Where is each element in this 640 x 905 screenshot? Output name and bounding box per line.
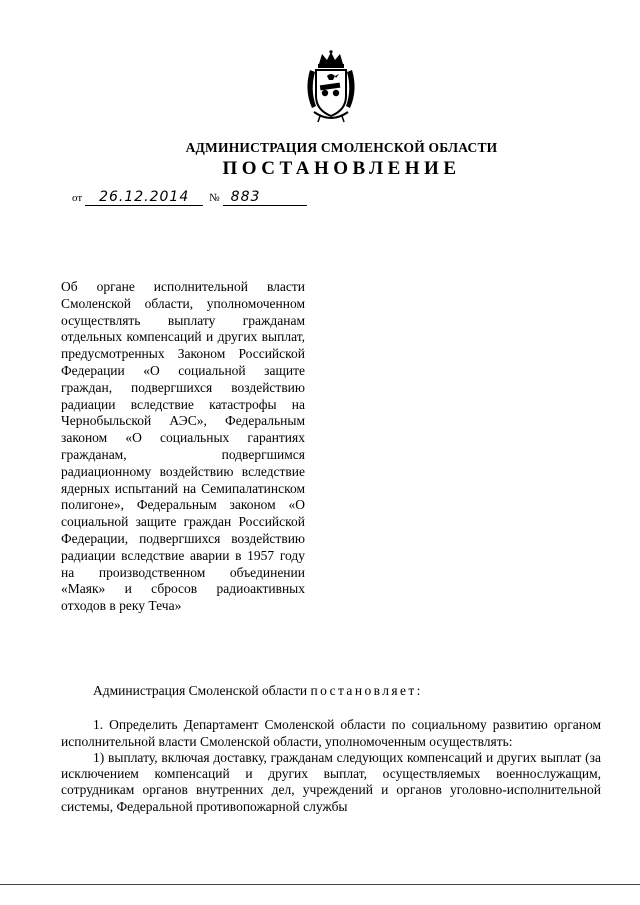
- preamble-text: Администрация Смоленской области: [93, 683, 311, 698]
- paragraph-1: 1. Определить Департамент Смоленской области по социальному развитию органом исполнительной власти Смоленской области, уполномоченным осуществлять:: [61, 717, 601, 749]
- number-field: [223, 189, 307, 206]
- smolensk-coat-of-arms-icon: [300, 50, 362, 124]
- preamble-decision-word: постановляет:: [310, 683, 423, 698]
- date-prefix: от: [72, 192, 83, 204]
- agency-name: АДМИНИСТРАЦИЯ СМОЛЕНСКОЙ ОБЛАСТИ: [185, 140, 498, 155]
- page-bottom-rule: [0, 884, 640, 885]
- number-prefix: №: [209, 192, 220, 204]
- document-title: Об органе исполнительной власти Смоленской области, уполномоченном осуществлять выплату гражданам отдельных компенсаций и других выплат, предусмотренных Законом Российской Федерации «О социальной защите граждан, подвергшихся воздействию радиации вследствие катастрофы на Чернобыльской АЭС», Федеральным законом «О социальных гарантиях гражданам, подвергшимся радиационному воздействию вследствие ядерных испытаний на Семипалатинском полигоне», Федеральным законом «О социальной защите граждан Российской Федерации, подвергшихся воздействию радиации вследствие аварии в 1957 году на производственном объединении «Маяк» и сбросов радиоактивных отходов в реку Теча»: [61, 279, 305, 614]
- date-number-line: [72, 189, 307, 206]
- document-number: 883: [230, 189, 261, 205]
- document-type: ПОСТАНОВЛЕНИЕ: [222, 158, 461, 179]
- paragraph-1-item-1: 1) выплату, включая доставку, гражданам следующих компенсаций и других выплат (за исключением компенсаций и других выплат, осуществляемых военнослужащим, сотрудникам органов внутренних дел, учреждений и органов уголовно-исполнительной системы, Федеральной противопожарной службы: [61, 749, 601, 814]
- preamble: [61, 683, 601, 699]
- document-date: 26.12.2014: [99, 189, 190, 205]
- date-field: [85, 189, 203, 206]
- document-body: [61, 683, 601, 815]
